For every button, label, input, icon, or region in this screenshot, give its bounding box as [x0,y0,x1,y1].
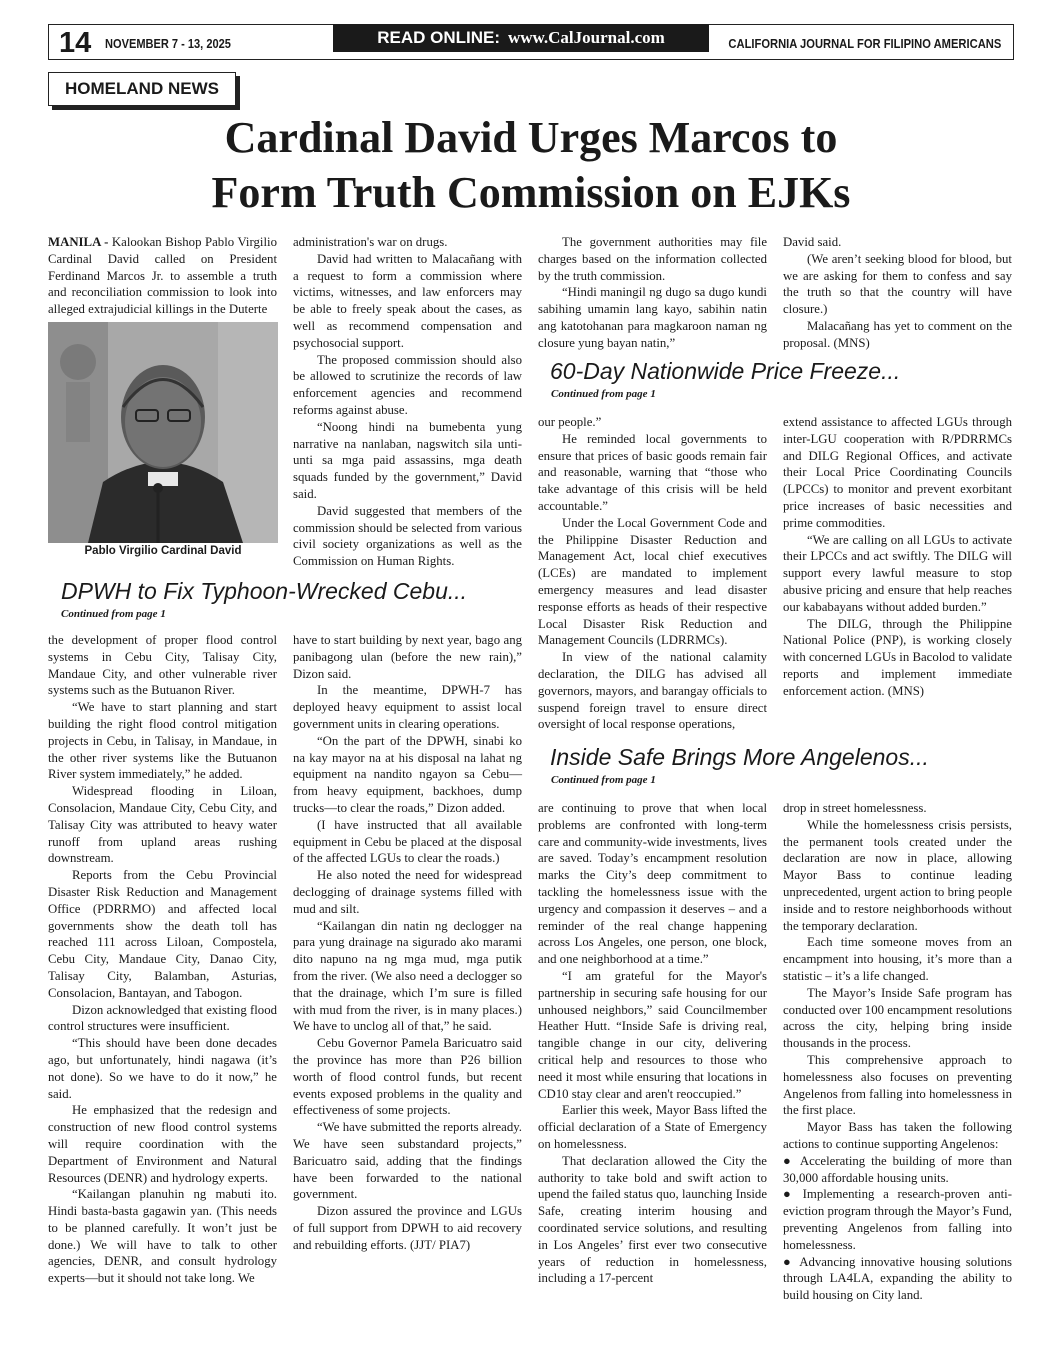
lead-headline-line2: Form Truth Commission on EJKs [211,168,851,217]
dpwh-continued: Continued from page 1 [61,608,166,620]
inside-safe-paragraph: While the homelessness crisis persists, the permanent tools created under the declaration are now in place, allowing Mayor Bass to continue leading unprecedented, urgent action to bring people inside and to restore neighborhoods without the temporary declaration. [783,817,1012,933]
lead-story-paragraph: (We aren’t seeking blood for blood, but we are asking for them to confess and say the truth so that the country will have closure.) [783,251,1012,317]
inside-safe-paragraph: are continuing to prove that when local problems are confronted with long-term care and community-wide investments, lives are saved. Today’s encampment resolution marks the City’s deep commitment to tackling the homelessness issue with the urgency and compassion it deserves – and a reminder of the real change happening across Los Angeles, one person, one block, and one neighborhood at a time.” [538,801,767,967]
lead-story-paragraph: David said. [783,235,842,249]
inside-safe-paragraph: drop in street homelessness. [783,801,927,815]
inside-safe-paragraph: Earlier this week, Mayor Bass lifted the official declaration of a State of Emergency on homelessness. [538,1103,767,1151]
lead-story-paragraph: “Noong hindi na bumebenta yung narrative na nanlaban, nagswitch sila unti-unti sa mga paid assassins, mga death squads funded by the government,” David said. [293,419,522,501]
lead-story-paragraph: The government authorities may file charges based on the information collected by the truth commission. [538,235,767,283]
photo-caption: Pablo Virgilio Cardinal David [84,545,242,557]
lead-story-paragraph: “Hindi maningil ng dugo sa dugo kundi sabihing umamin lang kayo, sabihin natin ang katotohanan para magkaroon naman ng closure yung bayan natin,” [538,285,767,350]
price-freeze-paragraph: The DILG, through the Philippine National Police (PNP), is working closely with concerned LGUs in Bacolod to validate reports and implement immediate enforcement action. (MNS) [783,616,1012,698]
price-freeze-paragraph: our people.” [538,415,602,429]
cardinal-photo [48,322,278,543]
read-online-banner [333,24,709,52]
section-label: HOMELAND NEWS [48,72,236,106]
read-online-label: READ ONLINE: [377,28,500,47]
lead-headline-line1: Cardinal David Urges Marcos to [224,113,838,162]
price-freeze-paragraph: In view of the national calamity declaration, the DILG has advised all governors, mayors, and barangay officials to suspend foreign travel to ensure direct oversight of local response operations, [538,650,767,732]
dpwh-paragraph: “We have submitted the reports already. We have seen substandard projects,” Baricuatro said, adding that the findings have been forwarded to the national government. [293,1120,522,1202]
dpwh-paragraph: the development of proper flood control systems in Cebu City, Talisay City, Mandaue City, and other vulnerable river systems such as the Butuanon River. [48,633,277,698]
dpwh-headline: DPWH to Fix Typhoon-Wrecked Cebu... [61,578,468,604]
price-freeze-paragraph: He reminded local governments to ensure that prices of basic goods remain fair and reasonable, warning that “those who take advantage of this crisis will be held accountable.” [538,431,767,513]
dpwh-paragraph: “On the part of the DPWH, sinabi ko na kay mayor na at his disposal na lahat ng equipment na nandito ngayon sa Cebu—from heavy equipment, backhoes, dump trucks—to clear the roads,” Dizon added. [293,733,522,815]
inside-safe-paragraph: That declaration allowed the City the authority to take bold and swift action to upend the failed status quo, launching Inside Safe, creating interim housing and coordinated service solutions, and resulting in Los Angeles’ first ever two consecutive years of reduction in homelessness, including a 17-percent [538,1153,767,1286]
dpwh-paragraph: have to start building by next year, bago ang panibagong ulan (before the new rain),” Dizon said. [293,633,522,681]
price-freeze-paragraph: Under the Local Government Code and the Philippine Disaster Reduction and Management Act, local chief executives (LCEs) are mandated to implement emergency measures and lead disaster response efforts as heads of their respective Local Disaster Risk Reduction and Management Councils (LDRRMCs). [538,515,767,648]
dpwh-paragraph: Dizon assured the province and LGUs of full support from DPWH to aid recovery and rebuilding efforts. (JJT/ PIA7) [293,1204,522,1252]
dpwh-paragraph: Reports from the Cebu Provincial Disaster Risk Reduction and Management Office (PDRRMO) and affected local governments show the death toll has reached 111 across Liloan, Compostela, Cebu City, Mandaue City, Danao City, Talisay City, Balamban, Asturias, Consolacion, Bantayan, and Tabogon. [48,868,277,1000]
page-number: 14 [59,27,92,59]
dpwh-paragraph: In the meantime, DPWH-7 has deployed heavy equipment to assist local government units in clearing operations. [293,683,522,731]
inside-safe-paragraph: “I am grateful for the Mayor's partnership in securing safe housing for our unhoused neighbors,” said Councilmember Heather Hutt. “Inside Safe is driving real, tangible change in our city, delivering critical help and resources to those who need it most while ensuring that locations in CD10 stay clear and aren't reoccupied.” [538,968,767,1101]
inside-safe-paragraph: The Mayor’s Inside Safe program has conducted over 100 encampment resolutions across the city, helping bring inside thousands in the process. [783,985,1012,1051]
issue-date: NOVEMBER 7 - 13, 2025 [105,36,231,51]
dpwh-paragraph: “Kailangan planuhin ng mabuti ito. Hindi basta-basta gagawin yan. (This needs to be planned carefully. It won’t just be done.) We will have to talk to other agencies, DENR, and consult hydrology experts—but it should not take long. We [48,1187,277,1286]
price-freeze-paragraph: “We are calling on all LGUs to activate their LPCCs and act swiftly. The DILG will support every lawful measure to stop abusive pricing and ensure that help reaches our kababayans without added burden.” [783,532,1012,614]
price-freeze-col2 [783,414,1012,700]
publication-name: CALIFORNIA JOURNAL FOR FILIPINO AMERICANS [728,36,1001,51]
dateline: MANILA - [48,235,109,249]
price-freeze-continued: Continued from page 1 [551,388,656,400]
inside-safe-paragraph: This comprehensive approach to homelessness also focuses on preventing Angelenos from falling into homelessness in the first place. [783,1052,1012,1118]
lead-story-col4 [783,234,1012,352]
dpwh-paragraph: He also noted the need for widespread declogging of drainage systems filled with mud and silt. [293,868,522,916]
inside-safe-col1 [538,800,767,1287]
inside-safe-paragraph: Mayor Bass has taken the following actions to continue supporting Angelenos: [783,1120,1012,1151]
dpwh-paragraph: He emphasized that the redesign and construction of new flood control systems will require coordination with the Department of Environment and Natural Resources (DENR) and hydrology experts. [48,1103,277,1185]
lead-story-col1 [48,234,277,318]
dpwh-col1 [48,632,277,1287]
price-freeze-paragraph: extend assistance to affected LGUs through inter-LGU cooperation with R/PDRRMCs and DILG Regional Offices, and activate their Local Price Coordinating Councils (LPCCs) to monitor and prevent exorbitant price increases of basic necessities and prime commodities. [783,415,1012,530]
lead-story-paragraph: Malacañang has yet to comment on the proposal. (MNS) [783,318,1012,350]
dpwh-paragraph: “Kailangan din natin ng declogger na para yung drainage na sigurado ako marami dito napuno na ng mga mud, mga putik from the river. (We also need a declogger so that the drainage, which I’m sure is filled with mud from the river, is in many places.) We have to unclog all of that,” he said. [293,918,522,1034]
inside-safe-bullet: ● Advancing innovative housing solutions through LA4LA, expanding the ability to build housing on City land. [783,1254,1012,1303]
inside-safe-continued: Continued from page 1 [551,774,656,786]
lead-headline [140,110,922,220]
read-online-url[interactable]: www.CalJournal.com [508,28,665,47]
dpwh-paragraph: (I have instructed that all available equipment in Cebu be placed at the disposal of the affected LGUs to clear the roads.) [293,817,522,866]
lead-story-paragraph: David had written to Malacañang with a request to form a commission where victims, witnesses, and law enforcers may be able to freely speak about the cases, as well as recommend compensation and psychosocial support. [293,251,522,350]
inside-safe-bullet: ● Implementing a research-proven anti-eviction program through the Mayor’s Fund, preventing Angelenos from falling into homelessness. [783,1187,1012,1252]
lead-story-paragraph: MANILA - Kalookan Bishop Pablo Virgilio Cardinal David called on President Ferdinand Marcos Jr. to assemble a truth and reconciliation commission to look into alleged extrajudicial killings in the Duterte [48,235,277,317]
dpwh-paragraph: Cebu Governor Pamela Baricuatro said the province has more than P26 billion worth of flood control funds, but recent events exposed problems in the quality and effectiveness of some projects. [293,1036,522,1118]
lead-story-paragraph: The proposed commission should also be allowed to scrutinize the records of law enforcement agencies and recommend reforms against abuse. [293,352,522,417]
price-freeze-col1 [538,414,767,733]
masthead [48,24,1014,60]
inside-safe-col2 [783,800,1012,1304]
dpwh-paragraph: “This should have been done decades ago, but unfortunately, hindi nagawa (it’s not done). So we have to do it now,” he said. [48,1036,277,1101]
dpwh-paragraph: “We have to start planning and start building the right flood control mitigation projects in Cebu, in Talisay, in Mandaue, in the other river systems like the Butuanon River system immediately,” he added. [48,700,277,782]
dpwh-col2 [293,632,522,1253]
inside-safe-paragraph: Each time someone moves from an encampment into housing, it’s more than a statistic – it’s a life changed. [783,935,1012,983]
lead-story-paragraph: David suggested that members of the commission should be selected from various civil society organizations as well as the Commission on Human Rights. [293,503,522,569]
inside-safe-headline: Inside Safe Brings More Angelenos... [550,744,929,770]
dpwh-paragraph: Dizon acknowledged that existing flood control structures were insufficient. [48,1002,277,1034]
inside-safe-bullet: ● Accelerating the building of more than 30,000 affordable housing units. [783,1153,1012,1185]
lead-story-col3 [538,234,767,352]
lead-story-col2 [293,234,522,570]
lead-story-paragraph: administration's war on drugs. [293,235,448,249]
price-freeze-headline: 60-Day Nationwide Price Freeze... [550,358,901,384]
dpwh-paragraph: Widespread flooding in Liloan, Consolacion, Mandaue City, Cebu City, and Talisay City was attributed to heavy water runoff from upland areas rushing downstream. [48,784,277,866]
